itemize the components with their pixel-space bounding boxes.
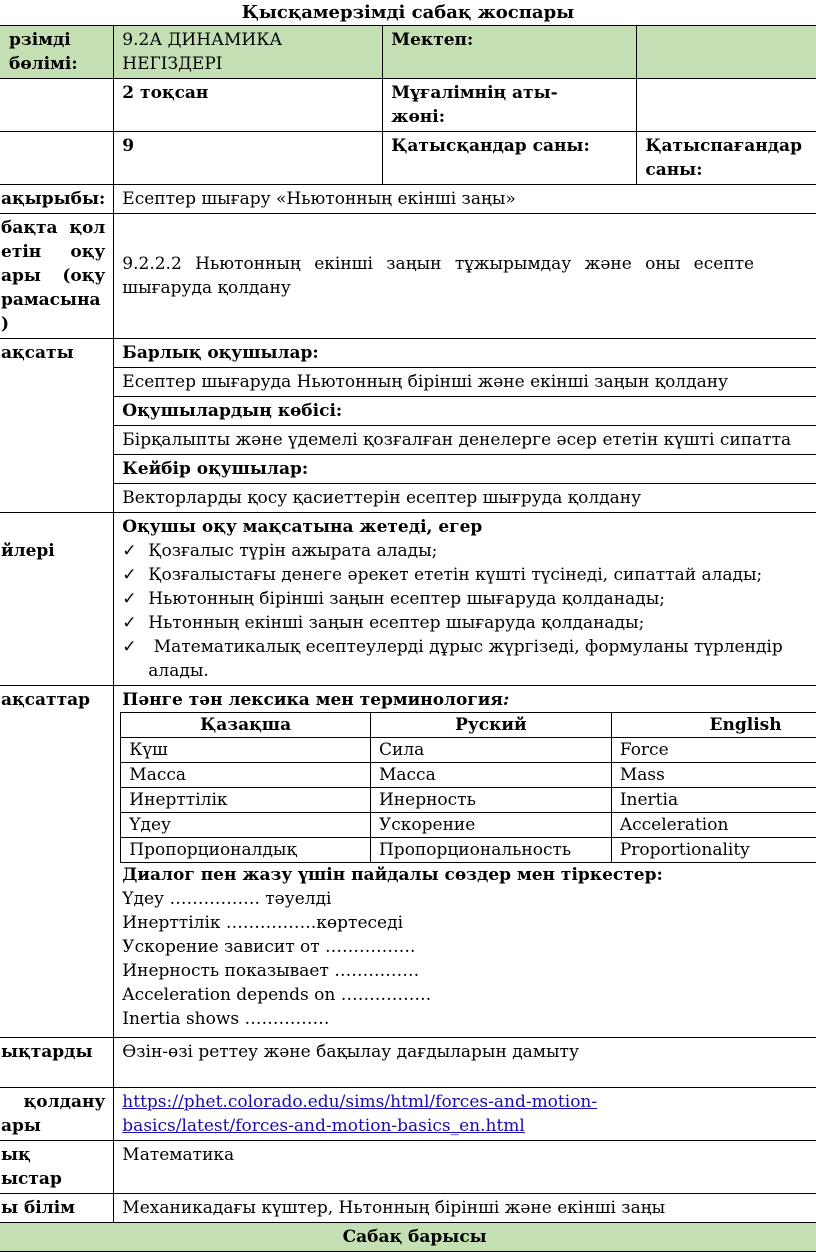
goals-most-label: Оқушылардың көбісі:: [114, 397, 816, 426]
goals-label: ақсаты: [0, 339, 114, 513]
vocab-english: Inertia: [611, 788, 816, 813]
phrase-line: Acceleration depends on …………….: [122, 985, 432, 1005]
criteria-item: ✓ Ньютонның бірінші заңын есептер шығаруда қолданады;: [122, 587, 816, 611]
objectives-label-2: етін оқу: [1, 242, 106, 262]
teacher-label-cell: [383, 79, 637, 132]
ict-label: қолдану: [23, 1092, 106, 1112]
vocab-header-kazakh: Қазақша: [121, 713, 371, 738]
lexicon-heading: [122, 688, 816, 712]
vocab-kazakh: Масса: [121, 763, 371, 788]
teacher-label-cont: жөні:: [391, 107, 445, 127]
lesson-plan-table: [0, 25, 816, 1252]
vocab-english: Force: [611, 738, 816, 763]
goals-all-label: Барлық оқушылар:: [114, 339, 816, 368]
teacher-value: [637, 79, 816, 132]
cross-value: Математика: [114, 1141, 816, 1194]
vocabulary-table: [120, 712, 816, 863]
cross-label: ық: [1, 1145, 31, 1165]
section-label: рзімді: [9, 30, 71, 50]
goals-all-value: Есептер шығаруда Ньютонның бірінші және екінші заңын қолдану: [114, 368, 816, 397]
skills-label: ықтарды: [0, 1038, 114, 1088]
topic-value: Есептер шығару «Ньютонның екінші заңы»: [114, 185, 816, 214]
lexicon-heading-text: Пәнге тән лексика мен терминология: [122, 690, 503, 710]
objectives-value: 9.2.2.2 Ньютонның екінші заңын тұжырымдау және оны есепте: [122, 254, 755, 274]
absent-label: Қатыспағандар: [645, 136, 802, 156]
topic-label: ақырыбы:: [0, 185, 114, 214]
vocab-row: [121, 813, 816, 838]
prior-value: Механикадағы күштер, Ньтонның бірінші және екінші заңы: [114, 1194, 816, 1223]
objectives-label-5: ): [1, 314, 10, 334]
section-value-cont: НЕГІЗДЕРІ: [122, 54, 223, 74]
term-label-cell: [0, 79, 114, 132]
lesson-progress-header: Сабақ барысы: [0, 1223, 816, 1252]
ict-label-cell: [0, 1088, 114, 1141]
vocab-russian: Пропорциональность: [370, 838, 611, 863]
section-value-cell: [114, 26, 383, 79]
vocab-russian: Сила: [370, 738, 611, 763]
phrase-line: Үдеу ……………. тәуелді: [122, 889, 332, 909]
grade-label-cell: [0, 132, 114, 185]
vocab-russian: Ускорение: [370, 813, 611, 838]
phrases-heading: Диалог пен жазу үшін пайдалы сөздер мен тіркестер:: [122, 865, 663, 885]
teacher-label: Мұғалімнің аты-: [391, 83, 558, 103]
vocab-russian: Масса: [370, 763, 611, 788]
cross-label-cell: [0, 1141, 114, 1194]
ict-link-cell: [114, 1088, 816, 1141]
absent-label-cont: саны:: [645, 160, 703, 180]
goals-some-value: Векторларды қосу қасиеттерін есептер шығруда қолдану: [114, 484, 816, 513]
criteria-item: ✓ Ньтонның екінші заңын есептер шығаруда қолданады;: [122, 611, 816, 635]
goals-some-label: Кейбір оқушылар:: [114, 455, 816, 484]
language-label: ақсаттар: [0, 686, 114, 1038]
prior-label: ы білім: [0, 1194, 114, 1223]
vocab-header-russian: Руский: [370, 713, 611, 738]
criteria-item: ✓ Қозғалыстағы денеге әрекет ететін күшті түсінеді, сипаттай алады;: [122, 563, 816, 587]
vocab-kazakh: Инерттілік: [121, 788, 371, 813]
criteria-item: ✓ Қозғалыс түрін ажырата алады;: [122, 539, 816, 563]
term-value: 2 тоқсан: [114, 79, 383, 132]
skills-value: Өзін-өзі реттеу және бақылау дағдыларын дамыту: [114, 1038, 816, 1088]
phrase-line: Инерность показывает ……………: [122, 961, 420, 981]
vocab-kazakh: Үдеу: [121, 813, 371, 838]
objectives-label-1: бақта қол: [1, 218, 106, 238]
phrase-line: Inertia shows ……………: [122, 1009, 330, 1029]
language-cell: [114, 686, 816, 1038]
section-value: 9.2А ДИНАМИКА: [122, 30, 283, 50]
phet-link[interactable]: https://phet.colorado.edu/sims/html/forces-and-motion-: [122, 1092, 598, 1112]
vocab-english: Proportionality: [611, 838, 816, 863]
vocab-header-english: English: [611, 713, 816, 738]
vocab-kazakh: Күш: [121, 738, 371, 763]
criteria-item-cont: алады.: [148, 661, 209, 681]
objectives-label-3: ары (оқу: [1, 266, 106, 286]
vocab-russian: Инерность: [370, 788, 611, 813]
ict-label-cont: ары: [1, 1116, 41, 1136]
objectives-value-cell: [114, 214, 816, 339]
school-label: Мектеп:: [383, 26, 637, 79]
phet-link-cont[interactable]: basics/latest/forces-and-motion-basics_en.html: [122, 1116, 525, 1136]
vocab-row: [121, 838, 816, 863]
vocab-kazakh: Пропорционалдық: [121, 838, 371, 863]
present-label: Қатысқандар саны:: [383, 132, 637, 185]
phrase-line: Ускорение зависит от …………….: [122, 937, 416, 957]
cross-label-cont: ыстар: [1, 1169, 62, 1189]
section-label-cell: [0, 26, 114, 79]
vocab-row: [121, 738, 816, 763]
page-title: Қысқамерзімді сабақ жоспары: [241, 2, 575, 23]
phrase-line: Инерттілік …………….көртеседі: [122, 913, 404, 933]
objectives-label-4: рамасына: [1, 290, 101, 310]
criteria-item: ✓ Математикалық есептеулерді дұрыс жүргізеді, формуланы түрлендір: [122, 635, 816, 659]
objectives-value-cont: шығаруда қолдану: [122, 278, 291, 298]
section-label-cont: бөлімі:: [9, 54, 78, 74]
goals-most-value: Бірқалыпты және үдемелі қозғалған денелерге әсер ететін күшті сипатта: [114, 426, 816, 455]
objectives-label-cell: [0, 214, 114, 339]
vocab-row: [121, 788, 816, 813]
vocab-row: [121, 763, 816, 788]
lexicon-colon: :: [502, 690, 510, 710]
criteria-cell: [114, 513, 816, 686]
vocab-english: Mass: [611, 763, 816, 788]
criteria-heading: Оқушы оқу мақсатына жетеді, егер: [122, 517, 483, 537]
grade-value: 9: [114, 132, 383, 185]
absent-label-cell: [637, 132, 816, 185]
school-value: [637, 26, 816, 79]
criteria-label: йлері: [0, 513, 114, 686]
vocab-english: Acceleration: [611, 813, 816, 838]
criteria-list: [122, 539, 816, 659]
